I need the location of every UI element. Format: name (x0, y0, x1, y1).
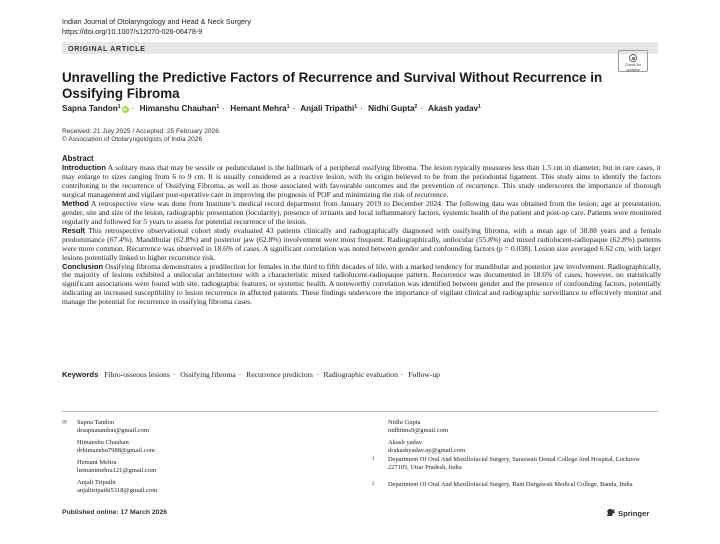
abstract (62, 155, 661, 307)
contact-entry (77, 439, 157, 456)
section-label: Result (62, 225, 86, 235)
author-separator: · (420, 104, 424, 113)
badge-line-2: updates (626, 67, 640, 72)
author-separator: · (360, 104, 363, 113)
section-text: This retrospective observational cohort study evaluated 43 patients clinically and radiographically diagnosed with ossifying fibroma, with a mean age of 38.88 years and a female predominance (67.4%). Mandibular (62.8%) and posterior jaw (62.8%) involvement were most frequent. Radiographically, unilocular (55.8%) and mixed radiolucent-radiopaque (62.8%) patterns were more common. Recurrence was observed in 18.6% of cases. A significant correlation was noted between gender and confounding factors (p = 0.038). Lesion size averaged 6.62 cm, with larger lesions potentially linked to higher recurrence risk. (62, 225, 661, 262)
keyword[interactable]: Recurrence predictors (246, 370, 314, 379)
author-name[interactable]: Nidhi Gupta (368, 104, 415, 113)
section-label: Method (62, 199, 89, 209)
journal-name: Indian Journal of Otolaryngology and Head & Neck Surgery (62, 17, 251, 26)
abstract-method (62, 200, 661, 227)
author-separator: · (222, 104, 225, 113)
contact-name: Hemant Mehra (77, 458, 117, 466)
affiliation-number: 2 (372, 482, 375, 487)
section-label: Introduction (62, 163, 107, 173)
contact-email[interactable]: hemantmehra121@gmail.com (77, 467, 157, 475)
contact-entry (388, 419, 465, 436)
contact-entry (77, 479, 157, 496)
published-date: Published online: 17 March 2026 (62, 509, 168, 516)
contact-email[interactable]: anjalitripathi5318@gmail.com (77, 487, 158, 495)
copyright-line: © Association of Otolaryngologists of India 2026 (62, 136, 203, 144)
affiliation-1 (372, 456, 642, 472)
author-name[interactable]: Hemant Mehra (230, 104, 287, 113)
abstract-result (62, 227, 661, 263)
received-accepted-dates: Received: 21 July 2025 / Accepted: 25 February 2026 (62, 128, 219, 135)
section-text: Ossifying fibroma demonstrates a predilection for females in the third to fifth decades of life, with a marked tendency for mandibular and posterior jaw involvement. Radiographically, the majority of lesions exhibited a unilocular architecture with a characteristic mixed radiolucent-radiopaque pattern. Recurrence was documented in 18.6% of cases; however, no statistically significant associations were found with site, radiographic features, or systemic health. A noteworthy correlation was identified between gender and the presence of confounding factors, potentially indicating an increased susceptibility to lesion recurrence in affected patients. These findings underscore the importance of vigilant clinical and radiographic surveillance to effectively monitor and manage the potential for recurrence in ossifying fibroma cases. (62, 261, 661, 307)
contact-email[interactable]: drhimanshu7988@gmail.com (77, 447, 155, 455)
keyword[interactable]: Radiographic evaluation (323, 370, 398, 379)
publisher-logo[interactable] (606, 508, 649, 518)
contact-name: Sapna Tandon (77, 419, 115, 426)
author-name[interactable]: Anjali Tripathi (300, 104, 355, 113)
contact-name: Himanshu Chauhan (77, 438, 129, 446)
contact-email[interactable]: nidhiims9@gmail.com (388, 427, 449, 435)
contact-name: Nidhi Gupta (388, 419, 421, 426)
contact-entry (77, 459, 157, 476)
contact-name: Akash yadav (388, 438, 422, 446)
update-check-icon (629, 54, 637, 62)
abstract-introduction (62, 164, 661, 200)
author-separator: · (131, 104, 135, 113)
abstract-conclusion (62, 263, 661, 308)
contact-entry (388, 439, 465, 456)
check-for-updates-badge[interactable] (618, 50, 648, 72)
envelope-icon: ✉ (62, 420, 68, 426)
publisher-name: Springer (618, 509, 650, 518)
affiliation-text: Department Of Oral And Maxillofacial Surgery, Rani Durgawati Medical College, Banda, India (388, 481, 633, 488)
article-type-label: ORIGINAL ARTICLE (68, 43, 146, 53)
contact-email[interactable]: drsapnatandon@gmail.com (77, 427, 150, 435)
orcid-icon[interactable]: iD (122, 107, 128, 112)
author-affiliation-sup: 1 (117, 104, 121, 110)
author-name[interactable]: Sapna Tandon (62, 104, 118, 113)
abstract-heading: Abstract (62, 154, 94, 163)
contact-entry (77, 419, 157, 436)
keyword[interactable]: Follow-up (408, 370, 440, 379)
journal-doi-link[interactable]: https://doi.org/10.1007/s12070-026-06478-9 (62, 26, 203, 36)
article-dates (62, 128, 219, 144)
author-separator: · (292, 104, 296, 113)
contact-name: Anjali Tripathi (77, 478, 116, 486)
author-name[interactable]: Himanshu Chauhan (139, 104, 217, 113)
keyword[interactable]: Ossifying fibroma (180, 370, 236, 379)
author-contacts-right (388, 419, 465, 459)
author-contacts-left (62, 419, 158, 499)
author-affiliation-sup: 1 (354, 104, 358, 110)
section-text: A solitary mass that may be sessile or pedunculated is the hallmark of a peripheral ossifying fibroma. The lesion typically measures less than 1.5 cm in diameter, but in rare cases, it may enlarge to sizes ranging from 6 to 9 cm. It is usually considered as a reactive lesion, with its origin believed to be from the periodontal ligament. This study aims to identify the factors contributing to the recurrence of Ossifying Fibroma, as well as those associated with favourable outcomes and the prevention of recurrence. This study underscores the importance of thorough surgical management and vigilant post-operative care in improving the prognosis of POF and minimizing the risk of recurrence. (62, 163, 661, 200)
author-affiliation-sup: 1 (478, 104, 481, 110)
journal-header (62, 17, 251, 36)
keywords: Keywords Fibro-osseous lesions · Ossifying fibroma · Recurrence predictors · Radiographic evaluation · Follow-up (62, 370, 440, 379)
author-affiliation-sup: 1 (286, 104, 290, 110)
affiliation-number: 1 (372, 457, 375, 462)
author-affiliation-sup: 2 (414, 104, 418, 110)
author-name[interactable]: Akash yadav (428, 104, 479, 113)
badge-line-1: Check for (624, 63, 642, 67)
contact-email[interactable]: drakashyadav.ay@gmail.com (388, 447, 466, 455)
springer-horse-icon (606, 508, 616, 517)
author-list (62, 104, 481, 113)
affiliation-2 (372, 481, 642, 489)
article-type-band (62, 42, 658, 54)
author-affiliation-sup: 1 (216, 104, 220, 110)
footnote-divider (62, 411, 658, 412)
keyword[interactable]: Fibro-osseous lesions (104, 370, 170, 379)
affiliation-text: Department Of Oral And Maxillofacial Surgery, Saraswati Dental College And Hospital, Lucknow 227105, Uttar Pradesh, India (388, 456, 641, 472)
section-text: A retrospective view was done from Institute’s medical record department from January 2019 to December 2024. The following data was obtained from the lesion; age at presentation, gender, site and size of the lesion, radiographic presentation (locularity), presence of irritants and local inflammatory factors, systemic health of the patient and post-op care. Patients were monitored regularly and followed for 5 years to assess for potential recurrence of the lesion. (62, 199, 661, 226)
keywords-label: Keywords (62, 370, 99, 379)
section-label: Conclusion (62, 261, 104, 271)
article-title: Unravelling the Predictive Factors of Recurrence and Survival Without Recurrence in Ossifying Fibroma (62, 70, 603, 101)
